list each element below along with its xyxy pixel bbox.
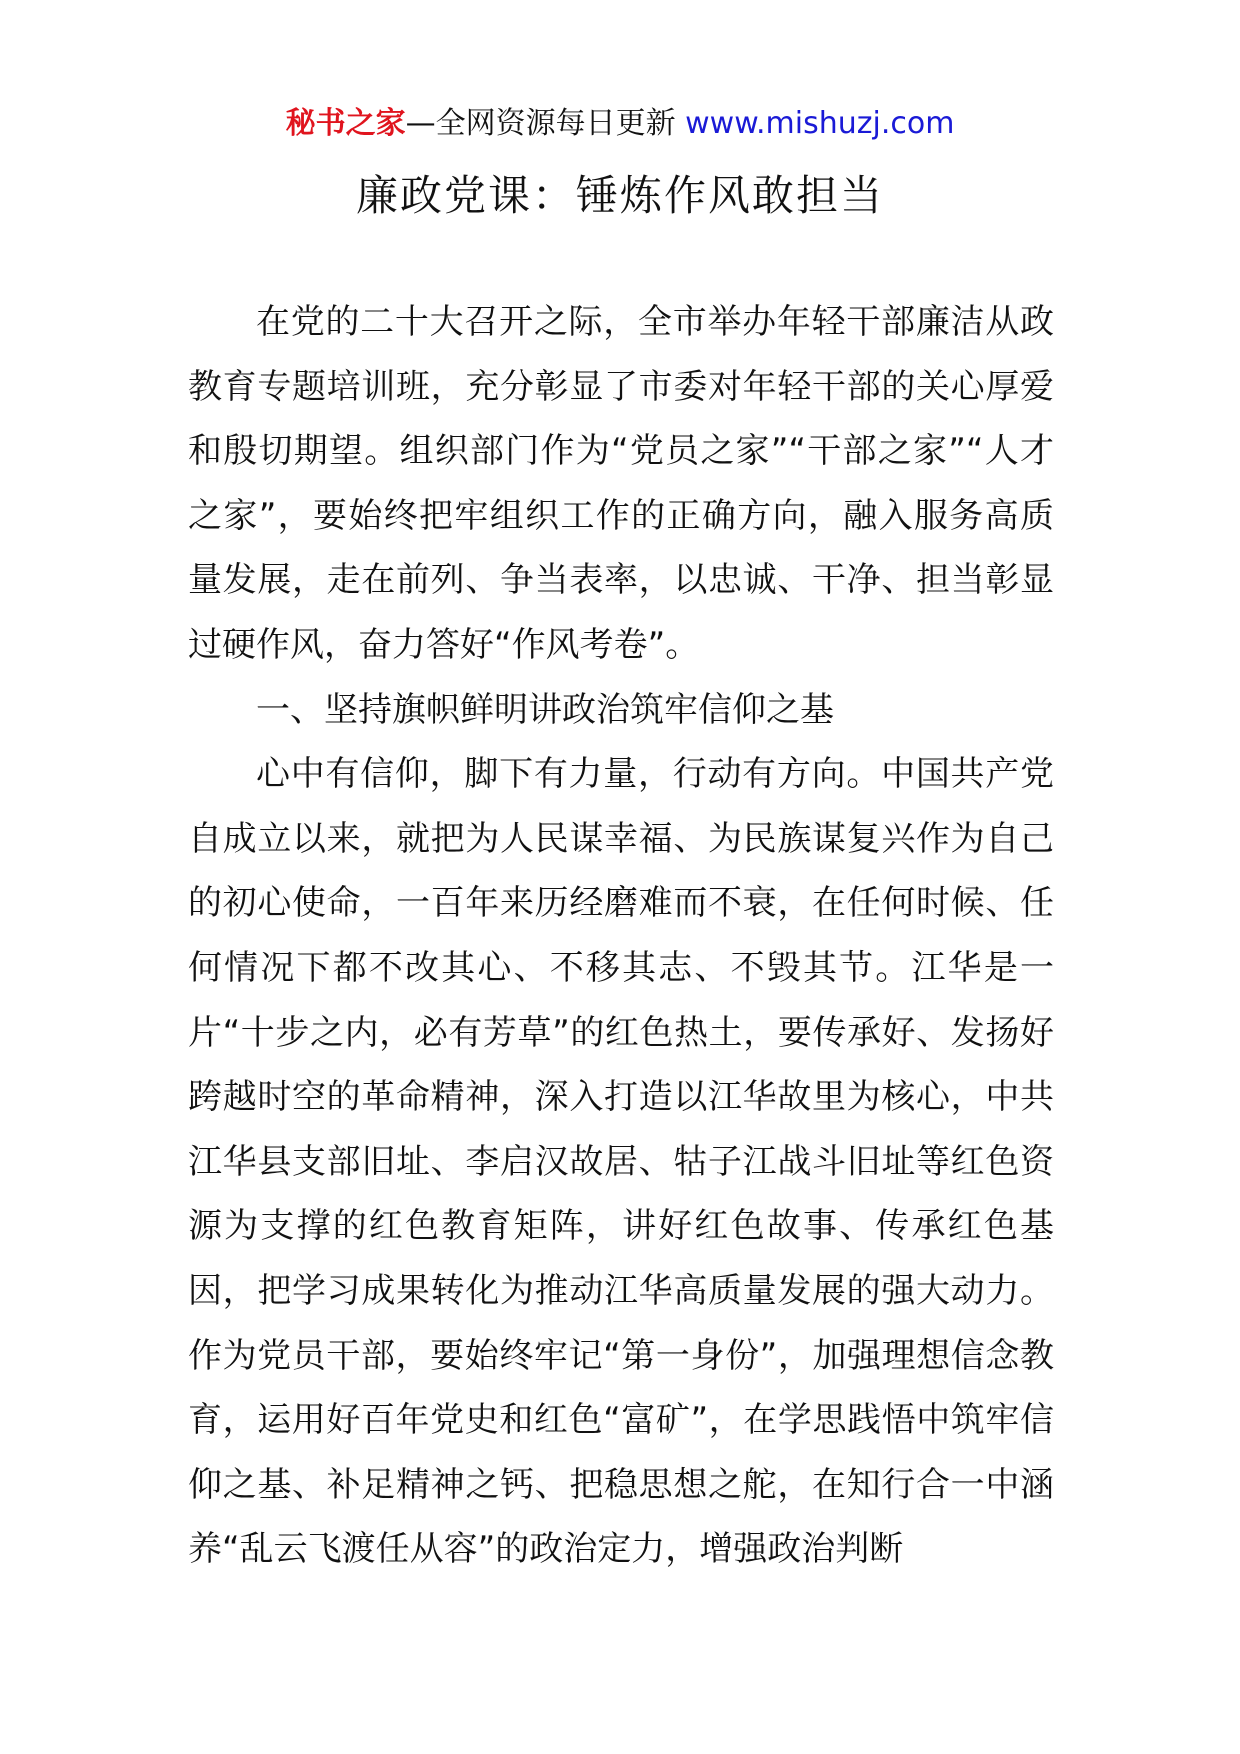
document-body	[188, 290, 1054, 1582]
site-url-link[interactable]: www.mishuzj.com	[685, 106, 955, 141]
paragraph-section-one: 心中有信仰，脚下有力量，行动有方向。中国共产党自成立以来，就把为人民谋幸福、为民族谋复兴作为自己的初心使命，一百年来历经磨难而不衰，在任何时候、任何情况下都不改其心、不移其志、不毁其节。江华是一片“十步之内，必有芳草”的红色热土，要传承好、发扬好跨越时空的革命精神，深入打造以江华故里为核心，中共江华县支部旧址、李启汉故居、牯子江战斗旧址等红色资源为支撑的红色教育矩阵，讲好红色故事、传承红色基因，把学习成果转化为推动江华高质量发展的强大动力。作为党员干部，要始终牢记“第一身份”，加强理想信念教育，运用好百年党史和红色“富矿”，在学思践悟中筑牢信仰之基、补足精神之钙、把稳思想之舵，在知行合一中涵养“乱云飞渡任从容”的政治定力，增强政治判断	[188, 754, 1054, 1570]
header-tagline: —全网资源每日更新	[405, 106, 686, 141]
site-header	[0, 104, 1240, 144]
brand-name: 秘书之家	[285, 106, 406, 141]
section-heading: 一、坚持旗帜鲜明讲政治筑牢信仰之基	[256, 689, 834, 730]
paragraph-intro: 在党的二十大召开之际，全市举办年轻干部廉洁从政教育专题培训班，充分彰显了市委对年轻干部的关心厚爱和殷切期望。组织部门作为“党员之家”“干部之家”“人才之家”，要始终把牢组织工作的正确方向，融入服务高质量发展，走在前列、争当表率，以忠诚、干净、担当彰显过硬作风，奋力答好“作风考卷”。	[188, 302, 1054, 665]
document-title: 廉政党课：锤炼作风敢担当	[355, 171, 884, 220]
